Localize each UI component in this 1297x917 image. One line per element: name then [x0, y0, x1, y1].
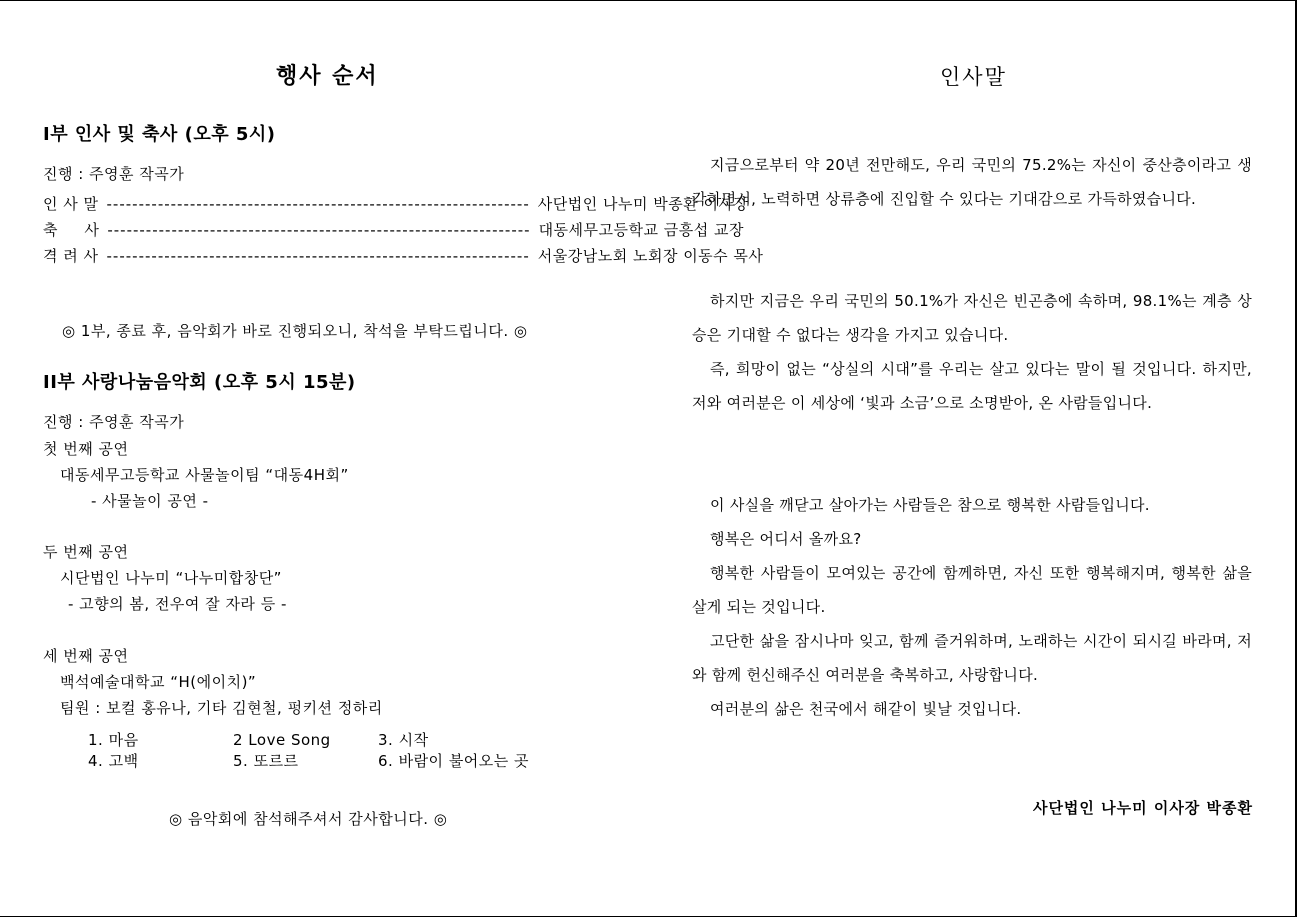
greeting-paragraph: 고단한 삶을 잠시나마 잊고, 함께 즐거워하며, 노래하는 시간이 되시길 바라며, 저와 함께 헌신해주신 여러분을 축복하고, 사랑합니다. [692, 632, 1252, 684]
song-item: 2 Love Song [233, 731, 331, 749]
dash-leader: ------------------------------------------------------------------ [106, 195, 530, 213]
song-item: 4. 고백 [88, 752, 139, 770]
greeting-paragraph: 이 사실을 깨닫고 살아가는 사람들은 참으로 행복한 사람들입니다. [710, 496, 1150, 514]
performance-performer: 대동세무고등학교 사물놀이팀 “대동4H회” [60, 466, 349, 484]
performance-performer: 시단법인 나누미 “나누미합창단” [60, 569, 282, 587]
greeting-paragraph: 행복은 어디서 올까요? [710, 530, 862, 548]
greeting-paragraph: 하지만 지금은 우리 국민의 50.1%가 자신은 빈곤층에 속하며, 98.1%는 계층 상승은 기대할 수 없다는 생각을 가지고 있습니다. [692, 292, 1252, 344]
row-value: 대동세무고등학교 금흥섭 교장 [538, 221, 744, 239]
row-label: 인 사 말 [43, 195, 99, 213]
program-row [43, 193, 749, 214]
greeting-paragraph: 여러분의 삶은 천국에서 해같이 빛날 것입니다. [710, 700, 1022, 718]
performance-detail: - 사물놀이 공연 - [91, 492, 209, 510]
closing-notice: ◎ 음악회에 참석해주셔서 감사합니다. ◎ [169, 810, 448, 828]
part1-heading: I부 인사 및 축사 (오후 5시) [43, 124, 276, 145]
row-value: 사단법인 나누미 박종환 이사장 [537, 195, 749, 213]
row-label: 축 사 [43, 221, 100, 239]
row-value: 서울강남노회 노회장 이동수 목사 [537, 247, 764, 265]
song-item: 1. 마음 [88, 731, 139, 749]
row-label: 격 려 사 [43, 247, 99, 265]
performance-title: 두 번째 공연 [43, 543, 129, 561]
program-row [43, 245, 764, 266]
performance-members: 팀원 : 보컬 홍유나, 기타 김현철, 펑키션 정하리 [60, 699, 383, 717]
greeting-paragraph: 지금으로부터 약 20년 전만해도, 우리 국민의 75.2%는 자신이 중산층이라고 생각하면서, 노력하면 상류층에 진입할 수 있다는 기대감으로 가득하였습니다. [692, 156, 1252, 208]
signature: 사단법인 나누미 이사장 박종환 [1032, 799, 1253, 817]
performance-title: 세 번째 공연 [43, 647, 129, 665]
song-item: 3. 시작 [378, 731, 429, 749]
greeting-title: 인사말 [940, 65, 1007, 89]
program-title: 행사 순서 [276, 64, 379, 89]
dash-leader: ------------------------------------------------------------------ [107, 221, 531, 239]
performance-performer: 백석예술대학교 “H(에이치)” [60, 673, 257, 691]
greeting-paragraph: 행복한 사람들이 모여있는 공간에 함께하면, 자신 또한 행복해지며, 행복한 삶을 살게 되는 것입니다. [692, 564, 1252, 616]
song-item: 6. 바람이 불어오는 곳 [378, 752, 530, 770]
part1-notice: ◎ 1부, 종료 후, 음악회가 바로 진행되오니, 착석을 부탁드립니다. ◎ [62, 322, 528, 340]
dash-leader: ------------------------------------------------------------------ [106, 247, 530, 265]
program-row [43, 219, 744, 240]
part1-host: 진행 : 주영훈 작곡가 [43, 165, 185, 183]
greeting-paragraph: 즉, 희망이 없는 “상실의 시대”를 우리는 살고 있다는 말이 될 것입니다. 하지만, 저와 여러분은 이 세상에 ‘빛과 소금’으로 소명받아, 온 사람들입니다. [692, 360, 1252, 412]
performance-title: 첫 번째 공연 [43, 440, 129, 458]
part2-heading: II부 사랑나눔음악회 (오후 5시 15분) [43, 372, 356, 393]
song-item: 5. 또르르 [233, 752, 299, 770]
part2-host: 진행 : 주영훈 작곡가 [43, 413, 185, 431]
performance-detail: - 고향의 봄, 전우여 잘 자라 등 - [68, 595, 287, 613]
